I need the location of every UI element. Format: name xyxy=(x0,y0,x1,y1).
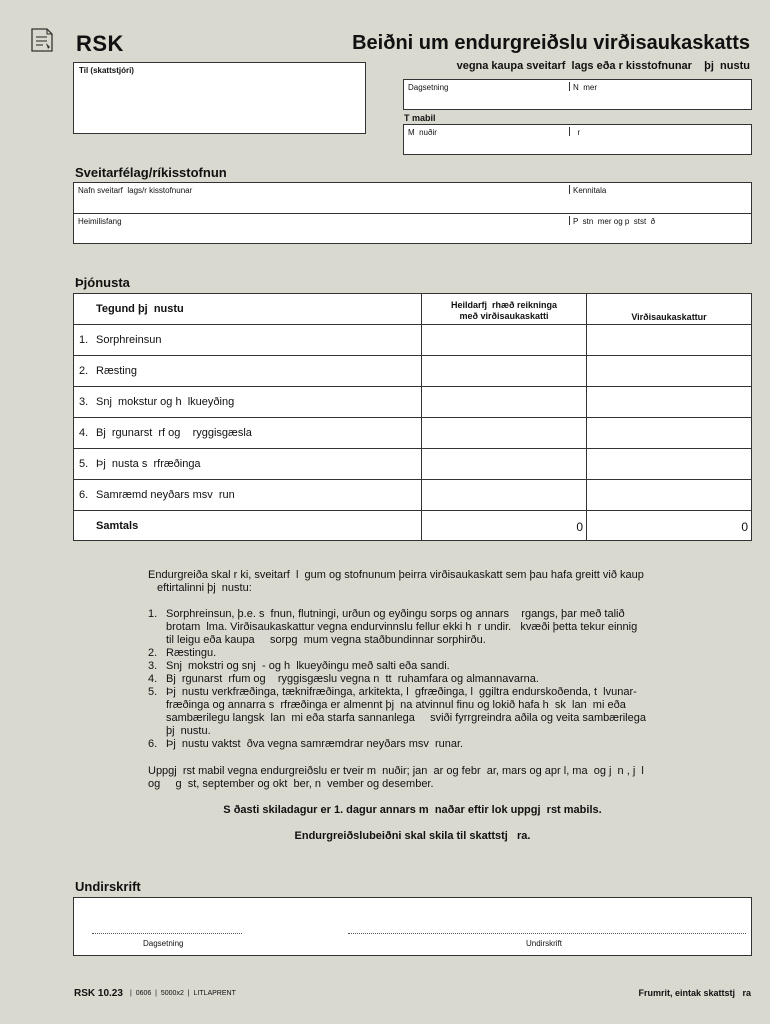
form-meta: | 0606 | 5000x2 | LITLAPRENT xyxy=(130,990,236,997)
info-list-item xyxy=(148,686,679,739)
row-divider xyxy=(74,355,751,356)
info-item-text xyxy=(166,660,679,673)
field-separator xyxy=(569,127,570,136)
info-item-line: Snj mokstri og snj - og h lkueyðingu með salti eða sandi. xyxy=(166,660,450,672)
row-number: 6. xyxy=(79,489,89,501)
row-divider xyxy=(74,479,751,480)
total-label: Samtals xyxy=(96,520,139,532)
total-amount: 0 xyxy=(576,520,583,534)
info-item-number: 1. xyxy=(148,608,158,620)
postal-label: P stn mer og p stst ð xyxy=(573,217,656,226)
period-title: T mabil xyxy=(404,113,436,123)
municipality-name-label: Nafn sveitarf lags/r kisstofnunar xyxy=(78,186,193,195)
info-intro-line1: Endurgreiða skal r ki, sveitarf l gum og stofnunum þeirra virðisaukaskatt sem þau hafa greitt við kaup xyxy=(148,569,644,581)
info-item-text xyxy=(166,738,679,751)
row-label: Sorphreinsun xyxy=(96,334,162,346)
info-period-line1: Uppgj rst mabil vegna endurgreiðslu er tveir m nuðir; jan ar og febr ar, mars og apr l, ma og j n , j l xyxy=(148,765,644,777)
row-label: Þj nusta s rfræðinga xyxy=(96,458,201,470)
date-signature-line[interactable] xyxy=(92,933,242,934)
row-divider xyxy=(74,386,751,387)
info-item-text xyxy=(166,673,679,686)
row-divider xyxy=(74,324,751,325)
info-item-number: 2. xyxy=(148,647,158,659)
row-label: Snj mokstur og h lkueyðing xyxy=(96,396,235,408)
rsk-logo: RSK xyxy=(76,31,124,56)
info-item-text xyxy=(166,686,679,738)
col-header-total xyxy=(422,300,586,322)
row-divider xyxy=(74,448,751,449)
year-label: r xyxy=(573,128,581,137)
info-item-line: Þj nustu verkfræðinga, tæknifræðinga, arkitekta, l gfræðinga, l ggiltra endurskoðenda, t lvunar- xyxy=(166,686,637,698)
row-divider xyxy=(74,417,751,418)
row-label: Ræsting xyxy=(96,365,137,377)
submit-note: Endurgreiðslubeiðni skal skila til skattstj ra. xyxy=(294,830,531,842)
field-separator xyxy=(569,185,570,194)
info-item-text xyxy=(166,647,679,660)
info-item-line: fræðinga og annarra s rfræðinga er almennt þj na atvinnul finu og lokið hafa h sk lan mi eða xyxy=(166,699,626,711)
row-divider xyxy=(74,510,751,511)
info-item-line: Bj rgunarst rfum og ryggisgæslu vegna n tt ruhamfara og almannavarna. xyxy=(166,673,539,685)
field-separator xyxy=(569,216,570,225)
col-header-vat: Virðisaukaskattur xyxy=(631,312,707,322)
period-box xyxy=(403,124,752,155)
info-item-line: Sorphreinsun, þ.e. s fnun, flutningi, urðun og eyðingu sorps og annars rgangs, þar með talið xyxy=(166,608,625,620)
col-header-total-line1: Heildarfj rhæð reikninga xyxy=(450,300,558,310)
document-icon xyxy=(30,27,54,53)
col-header-total-line2: með virðisaukaskatti xyxy=(459,311,549,321)
info-item-line: Ræstingu. xyxy=(166,647,217,659)
info-item-text xyxy=(166,608,679,647)
row-label: Bj rgunarst rf og ryggisgæsla xyxy=(96,427,252,439)
info-item-line: brotam lma. Virðisaukaskattur vegna endurvinnslu fellur ekki h r undir. kvæði þetta tekur einnig xyxy=(166,621,638,633)
row-divider xyxy=(74,213,751,214)
info-list-item xyxy=(148,608,679,648)
services-title: Þjónusta xyxy=(75,275,130,290)
months-label: M nuðir xyxy=(408,128,437,137)
info-list-item xyxy=(148,660,679,673)
info-item-number: 5. xyxy=(148,686,158,698)
row-number: 5. xyxy=(79,458,89,470)
row-label: Samræmd neyðars msv run xyxy=(96,489,235,501)
id-number-label: Kennitala xyxy=(573,186,607,195)
info-item-line: Þj nustu vaktst ðva vegna samræmdrar neyðars msv runar. xyxy=(166,738,464,750)
info-intro-line2: eftirtalinni þj nustu: xyxy=(157,582,252,594)
row-number: 2. xyxy=(79,365,89,377)
copy-label: Frumrit, eintak skattstj ra xyxy=(638,988,751,998)
page-subtitle: vegna kaupa sveitarf lags eða r kisstofnunar þj nustu xyxy=(456,60,750,72)
recipient-label: Til (skattstjóri) xyxy=(79,66,134,75)
total-vat: 0 xyxy=(741,520,748,534)
recipient-box[interactable] xyxy=(73,62,366,134)
info-list-item xyxy=(148,647,679,660)
deadline-note: S ðasti skiladagur er 1. dagur annars m naðar eftir lok uppgj rst mabils. xyxy=(223,804,602,816)
info-list-item xyxy=(148,738,679,751)
form-code: RSK 10.23 xyxy=(74,988,123,999)
info-item-line: sambærilegu langsk lan mi eða starfa sannanlega sviði fyrrgreindra aðila og veita sambærilega xyxy=(166,712,646,724)
signature-title: Undirskrift xyxy=(75,879,141,894)
signature-date-label: Dagsetning xyxy=(143,939,184,948)
services-table xyxy=(73,293,752,541)
info-item-number: 6. xyxy=(148,738,158,750)
col-header-type: Tegund þj nustu xyxy=(96,303,184,315)
signature-box xyxy=(73,897,752,956)
row-number: 4. xyxy=(79,427,89,439)
info-item-line: til leigu eða kaupa sorpg mum vegna staðbundinnar sorphirðu. xyxy=(166,634,486,646)
info-item-number: 4. xyxy=(148,673,158,685)
municipality-title: Sveitarfélag/ríkisstofnun xyxy=(75,165,227,180)
row-number: 1. xyxy=(79,334,89,346)
field-separator xyxy=(569,82,570,91)
signature-sign-label: Undirskrift xyxy=(526,939,563,948)
date-number-box xyxy=(403,79,752,110)
address-label: Heimilisfang xyxy=(78,217,122,226)
number-label: N mer xyxy=(573,83,597,92)
info-period-line2: og g st, september og okt ber, n vember og desember. xyxy=(148,778,434,790)
info-item-line: þj nustu. xyxy=(166,725,211,737)
municipality-box xyxy=(73,182,752,244)
signature-line[interactable] xyxy=(348,933,746,934)
date-label: Dagsetning xyxy=(408,83,449,92)
row-number: 3. xyxy=(79,396,89,408)
page-title: Beiðni um endurgreiðslu virðisaukaskatts xyxy=(352,32,750,54)
info-item-number: 3. xyxy=(148,660,158,672)
info-list-item xyxy=(148,673,679,686)
